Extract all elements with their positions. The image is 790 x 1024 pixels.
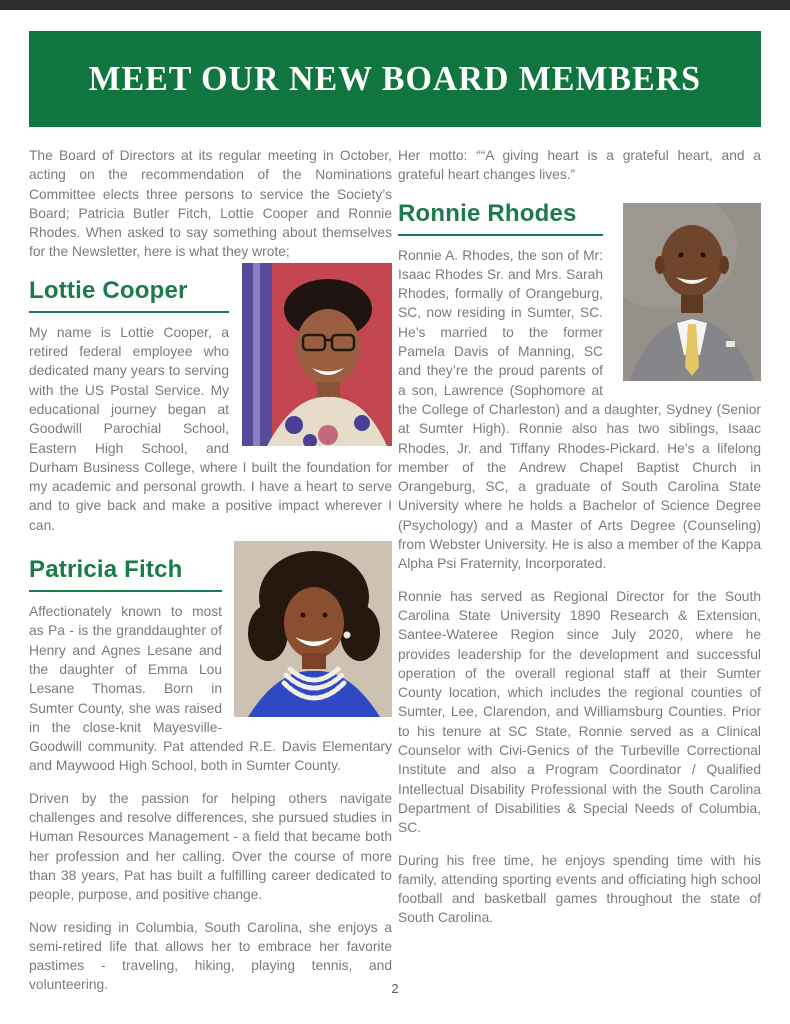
- lottie-portrait-illustration: [242, 263, 392, 446]
- ronnie-paragraph-2: Ronnie has served as Regional Director for the South Carolina State University 1890 Research & Extension, Santee-Wateree Region since July 2020, where he provides leadership for the development and successful operation of the overall regional staff at their Sumter County location, which includes the regional counties of Sumter, Lee, Clarendon, and Williamsburg Counties. Prior to his tenure at SC State, Ronnie served as a Clinical Counselor with Civi-Genics of the Turbeville Correctional Institute and also a Program Coordinator / Qualified Intellectual Disability Professional with the South Carolina Department of Disabilities & Special Needs of Columbia, SC.: [398, 588, 761, 836]
- ronnie-paragraph-1: Ronnie A. Rhodes, the son of Mr: Isaac Rhodes Sr. and Mrs. Sarah Rhodes, formally of Orangeburg, SC, now residing in Sumter, SC. He’s married to the former Pamela Davis of Manning, SC and they’re the proud parents of a son, Lawrence (Sophomore at the College of Charleston) and a daughter, Sydney (Senior at Sumter High). Ronnie also has two siblings, Isaac Rhodes, Jr. and Tiffany Rhodes-Pickard. He’s a lifelong member of the Andrew Chapel Baptist Church in Orangeburg, SC, a graduate of South Carolina State University where he holds a Bachelor of Science Degree (Psychology) and a Master of Arts Degree (Counseling) from Webster University. He is also a member of the Kappa Alpha Psi Fraternity, Incorporated.: [398, 247, 761, 572]
- ronnie-portrait-illustration: [623, 203, 761, 381]
- patricia-paragraph-2: Driven by the passion for helping others navigate challenges and resolve differences, she pursued studies in Human Resources Management - a field that became both her profession and her calling. Over the course of more than 38 years, Pat has built a fulfilling career dedicated to people, purpose, and positive change.: [29, 790, 392, 903]
- section-heading-patricia: Patricia Fitch: [29, 554, 222, 592]
- section-lottie-cooper: [29, 275, 392, 548]
- motto-paragraph: Her motto: ““A giving heart is a grateful heart, and a grateful heart changes lives.”: [398, 148, 761, 183]
- patricia-paragraph-3: Now residing in Columbia, South Carolina, she enjoys a semi-retired life that allows her to embrace her favorite pastimes - traveling, hiking, playing tennis, and volunteering.: [29, 919, 392, 993]
- ronnie-paragraph-3: During his free time, he enjoys spending time with his family, attending sporting events and officiating high school football and basketball games throughout the state of South Carolina.: [398, 852, 761, 926]
- section-ronnie-rhodes: [398, 198, 761, 928]
- lottie-cooper-photo: [242, 263, 392, 446]
- title-banner: [29, 31, 761, 127]
- patricia-portrait-illustration: [234, 541, 392, 717]
- page-number: 2: [391, 981, 399, 996]
- left-column: [29, 146, 392, 1008]
- patricia-fitch-photo: [234, 541, 392, 717]
- two-column-content: [29, 146, 761, 1008]
- ronnie-rhodes-photo: [623, 203, 761, 381]
- intro-paragraph: The Board of Directors at its regular meeting in October, acting on the recommendation of the Nominations Committee elects three persons to service the Society’s Board; Patricia Butler Fitch, Lottie Cooper and Ronnie Rhodes. When asked to say something about themselves for the Newsletter, here is what they wrote;: [29, 148, 392, 260]
- window-top-bar: [0, 0, 790, 10]
- section-heading-ronnie: Ronnie Rhodes: [398, 198, 603, 236]
- section-patricia-fitch: [29, 554, 392, 995]
- patricia-paragraph-1: Affectionately known to most as Pa - is the granddaughter of Henry and Agnes Lesane and the daughter of Emma Lou Lesane Thomas. Born in Sumter County, she was raised in the close-knit Mayesville-Goodwill community. Pat attended R.E. Davis Elementary and Maywood High School, both in Sumter County.: [29, 604, 392, 774]
- right-column: [398, 146, 761, 1008]
- lottie-paragraph-1: My name is Lottie Cooper, a retired federal employee who dedicated many years to serving with the US Postal Service. My educational journey began at Goodwill Parochial School, Eastern High School, and Durham Business College, where I built the foundation for my academic and personal growth. I have a heart to serve and to give back and make a positive impact wherever I can.: [29, 324, 392, 533]
- section-heading-lottie: Lottie Cooper: [29, 275, 229, 313]
- page-title: MEET OUR NEW BOARD MEMBERS: [88, 59, 702, 98]
